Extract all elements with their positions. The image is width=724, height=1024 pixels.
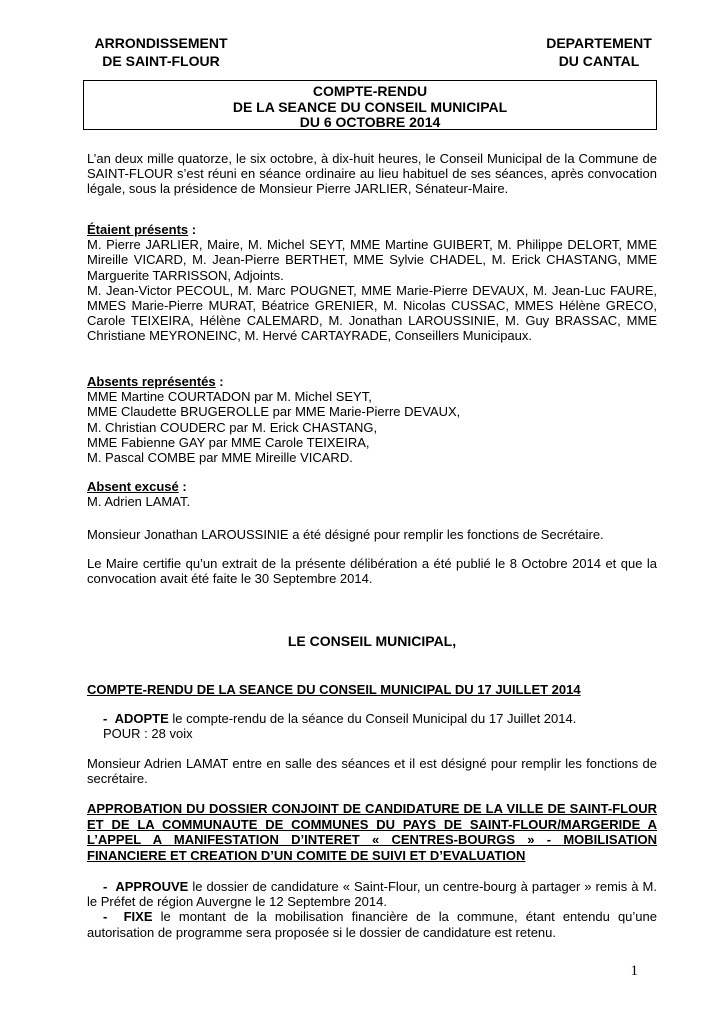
departement-header (536, 34, 662, 70)
presents-section (87, 222, 657, 344)
arrondissement-header (86, 34, 236, 70)
presents-colon: : (188, 222, 197, 237)
absent-excuse-colon: : (178, 479, 187, 494)
section-compte-rendu (87, 682, 657, 698)
approuve-text: le dossier de candidature « Saint-Flour, un centre-bourg à partager » remis à M. le Préfet de région Auvergne le 12 Septembre 2014. (87, 879, 657, 910)
absents-representes-section (87, 374, 657, 465)
arrondissement-line2: DE SAINT-FLOUR (102, 53, 220, 69)
absent-excuse-name: M. Adrien LAMAT. (87, 494, 191, 510)
adopte-verb: ADOPTE (114, 711, 169, 726)
absent-excuse-section (87, 479, 657, 509)
secretaire-note: Monsieur Adrien LAMAT entre en salle des séances et il est désigné pour remplir les fonctions de secrétaire. (87, 756, 657, 787)
bullet-dash: - (103, 711, 108, 726)
presents-adjoints: M. Pierre JARLIER, Maire, M. Michel SEYT, MME Martine GUIBERT, M. Philippe DELORT, MME Mireille VICARD, M. Jean-Pierre BERTHET, MME Sylvie CHADEL, M. Erick CHASTANG, MME Marguerite TARRISSON, Adjoints. (87, 237, 657, 283)
fixe-verb: FIXE (123, 909, 153, 925)
fixe-text: le montant de la mobilisation financière de la commune, étant entendu qu’une autorisation de programme sera proposée si le dossier de candidature est retenu. (87, 909, 657, 940)
section-candidature (87, 801, 657, 863)
presents-label: Étaient présents (87, 222, 189, 237)
approuve-verb: APPROUVE (115, 879, 189, 894)
absent-excuse-label: Absent excusé (87, 479, 179, 494)
bullet-dash: - (103, 879, 108, 894)
page-number: 1 (630, 963, 638, 979)
title-line3: DU 6 OCTOBRE 2014 (299, 114, 441, 130)
section1-title: COMPTE-RENDU DE LA SEANCE DU CONSEIL MUNICIPAL DU 17 JUILLET 2014 (87, 682, 581, 697)
list-item: M. Pascal COMBE par MME Mireille VICARD. (87, 450, 353, 466)
list-item: MME Fabienne GAY par MME Carole TEIXEIRA, (87, 434, 370, 450)
section2-decisions (87, 879, 657, 940)
section1-decision (87, 711, 657, 741)
list-item: MME Claudette BRUGEROLLE par MME Marie-Pierre DEVAUX, (87, 404, 461, 420)
section2-title: APPROBATION DU DOSSIER CONJOINT DE CANDIDATURE DE LA VILLE DE SAINT-FLOUR ET DE LA COMMUNAUTE DE COMMUNES DU PAYS DE SAINT-FLOUR/MARGERIDE A L’APPEL A MANIFESTATION D’INTERET « CENTRES-BOURGS » - MOBILISATION FINANCIERE ET CREATION D’UN COMITE DE SUIVI ET D’EVALUATION (87, 801, 657, 863)
document-title-box (83, 80, 657, 130)
bullet-dash: - (103, 909, 108, 925)
departement-line2: DU CANTAL (558, 53, 640, 69)
absents-representes-colon: : (215, 374, 224, 389)
intro-paragraph: L’an deux mille quatorze, le six octobre, à dix-huit heures, le Conseil Municipal de la Commune de SAINT-FLOUR s’est réuni en séance ordinaire au lieu habituel de ses séances, après convocation légale, sous la présidence de Monsieur Pierre JARLIER, Sénateur-Maire. (87, 151, 657, 197)
secretaire-paragraph: Monsieur Jonathan LAROUSSINIE a été désigné pour remplir les fonctions de Secrétaire. (87, 527, 604, 542)
list-item: M. Christian COUDERC par M. Erick CHASTANG, (87, 419, 378, 435)
certification-paragraph: Le Maire certifie qu’un extrait de la présente délibération a été publié le 8 Octobre 2014 et que la convocation avait été faite le 30 Septembre 2014. (87, 556, 657, 587)
list-item: MME Martine COURTADON par M. Michel SEYT, (87, 389, 372, 405)
presents-conseillers: M. Jean-Victor PECOUL, M. Marc POUGNET, MME Marie-Pierre DEVAUX, M. Jean-Luc FAURE, MMES Marie-Pierre MURAT, Béatrice GRENIER, M. Nicolas CUSSAC, MMES Hélène GRECO, Carole TEIXEIRA, Hélène CALEMARD, M. Jonathan LAROUSSINIE, M. Guy BRASSAC, MME Christiane MEYRONEINC, M. Hervé CARTAYRADE, Conseillers Municipaux. (87, 282, 657, 344)
title-line2: DE LA SEANCE DU CONSEIL MUNICIPAL (232, 98, 508, 115)
absents-representes-label: Absents représentés (87, 374, 216, 389)
departement-line1: DEPARTEMENT (546, 35, 652, 51)
vote-result: POUR : 28 voix (103, 726, 193, 742)
conseil-municipal-title: LE CONSEIL MUNICIPAL, (287, 633, 457, 649)
adopte-text: le compte-rendu de la séance du Conseil Municipal du 17 Juillet 2014. (168, 711, 577, 726)
arrondissement-line1: ARRONDISSEMENT (94, 35, 228, 51)
title-line1: COMPTE-RENDU (312, 83, 428, 99)
